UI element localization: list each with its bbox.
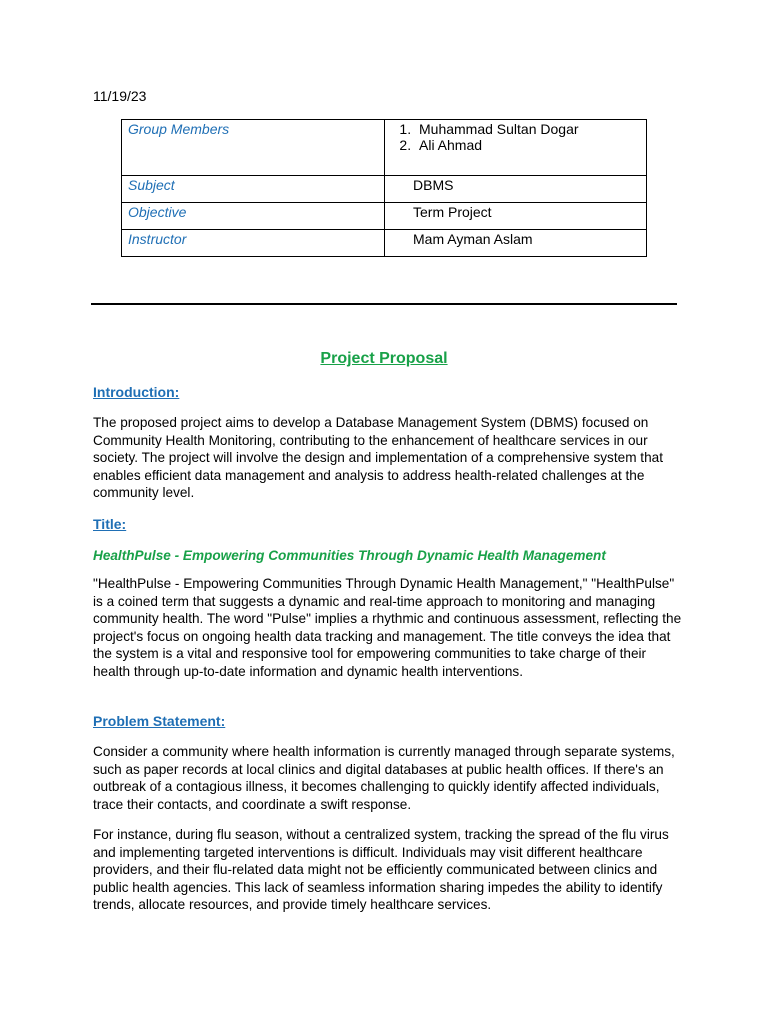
horizontal-divider — [91, 303, 677, 305]
title-paragraph: "HealthPulse - Empowering Communities Through Dynamic Health Management," "HealthPulse" is a coined term that suggests a dynamic and real-time approach to monitoring and managing community health. The word "Pulse" implies a rhythmic and continuous assessment, reflecting the project's focus on ongoing health data tracking and management. The title conveys the idea that the system is a vital and responsive tool for empowering communities to take charge of their health through up-to-date information and dynamic health interventions. — [93, 576, 682, 679]
introduction-heading: Introduction: — [93, 384, 180, 400]
objective-label: Objective — [122, 203, 385, 230]
subject-value: DBMS — [385, 176, 647, 203]
member-item: 1. Muhammad Sultan Dogar — [415, 121, 640, 137]
table-row — [122, 203, 647, 230]
instructor-label: Instructor — [122, 230, 385, 257]
table-row — [122, 230, 647, 257]
problem-paragraph-2: For instance, during flu season, without a centralized system, tracking the spread of the flu virus and implementing targeted interventions is difficult. Individuals may visit different healthcare providers, and their flu-related data might not be efficiently communicated between clinics and public health agencies. This lack of seamless information sharing impedes the ability to identify trends, allocate resources, and provide timely healthcare services. — [93, 827, 669, 913]
objective-value: Term Project — [385, 203, 647, 230]
project-subtitle: HealthPulse - Empowering Communities Through Dynamic Health Management — [93, 548, 606, 563]
table-row — [122, 176, 647, 203]
group-members-label: Group Members — [122, 120, 385, 176]
member-item: 2. Ali Ahmad — [415, 137, 640, 153]
subject-label: Subject — [122, 176, 385, 203]
page-title — [0, 349, 768, 368]
proposal-title-text: Project Proposal — [320, 350, 448, 367]
members-list — [391, 121, 640, 153]
table-row — [122, 120, 647, 176]
title-heading: Title: — [93, 516, 127, 532]
group-info-table — [121, 119, 647, 257]
instructor-value: Mam Ayman Aslam — [385, 230, 647, 257]
introduction-paragraph: The proposed project aims to develop a Database Management System (DBMS) focused on Community Health Monitoring, contributing to the enhancement of healthcare services in our society. The project will involve the design and implementation of a comprehensive system that enables efficient data management and analysis to address health-related challenges at the community level. — [93, 415, 663, 501]
problem-paragraph-1: Consider a community where health information is currently managed through separate systems, such as paper records at local clinics and digital databases at public health offices. If there's an outbreak of a contagious illness, it becomes challenging to quickly identify affected individuals, trace their contacts, and coordinate a swift response. — [93, 744, 675, 812]
problem-statement-heading: Problem Statement: — [93, 713, 226, 729]
group-members-cell — [385, 120, 647, 176]
document-date: 11/19/23 — [93, 88, 147, 104]
